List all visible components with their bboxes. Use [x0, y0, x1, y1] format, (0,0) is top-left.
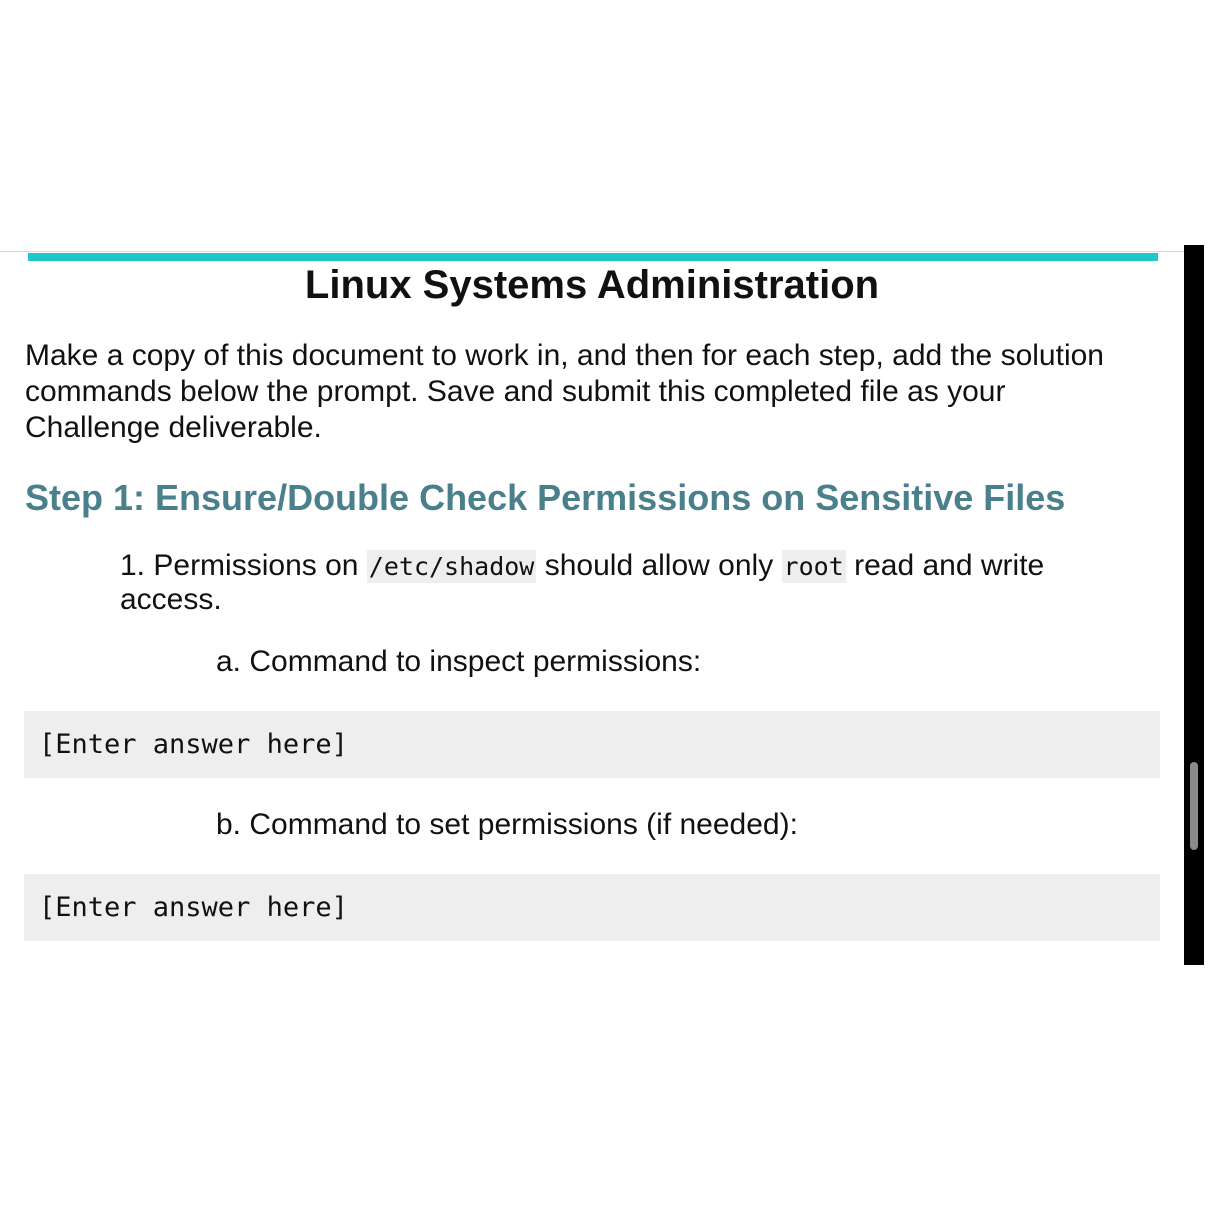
accent-bar [28, 253, 1158, 261]
list-text-after: read and write access. [120, 549, 1045, 616]
viewport-divider [0, 251, 1184, 252]
answer-box-a[interactable]: [Enter answer here] [24, 711, 1160, 778]
code-root: root [783, 552, 844, 581]
scrollbar-thumb[interactable] [1190, 762, 1198, 850]
sub-item-b-label: b. Command to set permissions (if needed): [216, 808, 798, 841]
intro-paragraph: Make a copy of this document to work in, and then for each step, add the solution commands below the prompt. Save and submit this completed file as your Challenge deliverable. [25, 339, 1104, 444]
answer-box-b[interactable]: [Enter answer here] [24, 874, 1160, 941]
list-text-middle: should allow only [544, 549, 774, 582]
document-title: Linux Systems Administration [304, 263, 880, 307]
list-number: 1. [120, 549, 146, 582]
sub-item-a-label: a. Command to inspect permissions: [216, 645, 702, 678]
step-1-heading: Step 1: Ensure/Double Check Permissions on Sensitive Files [25, 477, 1066, 518]
code-etc-shadow: /etc/shadow [368, 552, 535, 581]
list-item-1 [120, 549, 1120, 616]
list-text-before: Permissions on [153, 549, 359, 582]
scrollbar-track[interactable] [1184, 245, 1204, 965]
